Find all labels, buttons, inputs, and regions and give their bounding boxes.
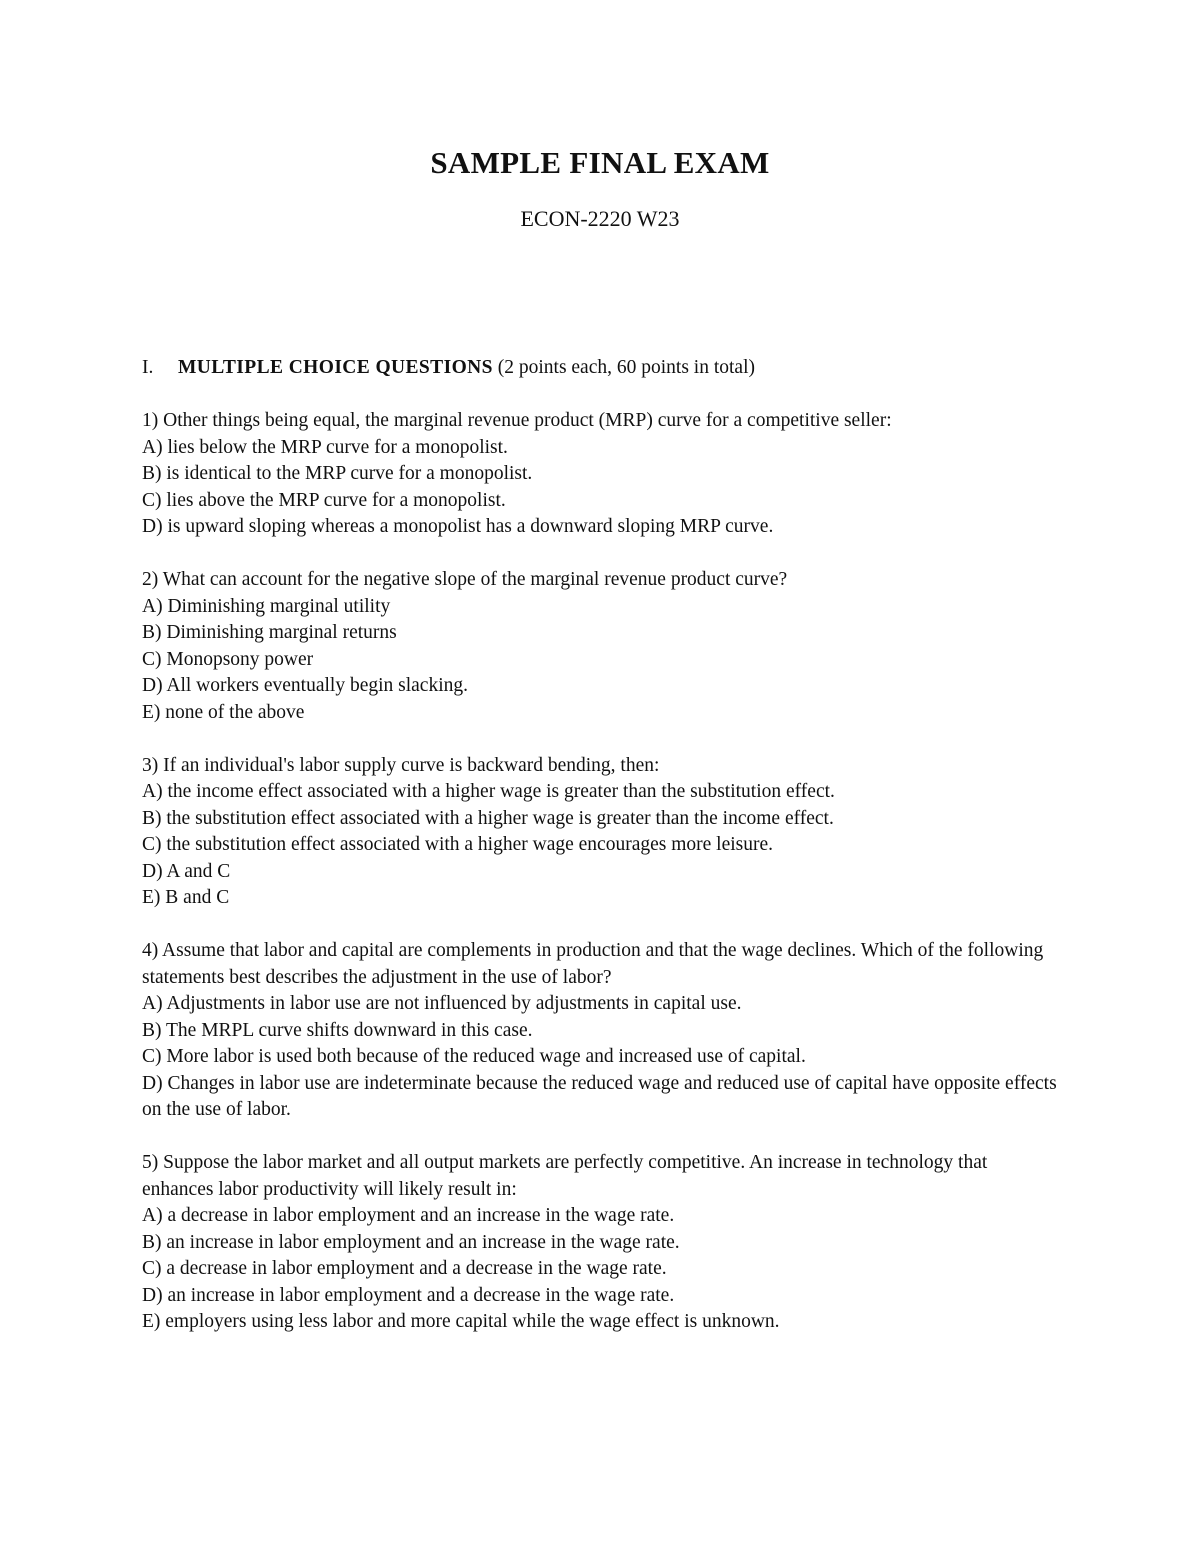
answer-option-b: B) is identical to the MRP curve for a monopolist. (142, 463, 533, 484)
answer-option-b: B) Diminishing marginal returns (142, 622, 397, 643)
answer-option-b: B) the substitution effect associated with a higher wage is greater than the income effect. (142, 807, 834, 829)
answer-option-c: C) More labor is used both because of the reduced wage and increased use of capital. (142, 1046, 806, 1067)
answer-option-d: D) All workers eventually begin slacking. (142, 675, 469, 696)
section-heading (142, 355, 1062, 382)
course-code: ECON-2220 W23 (520, 206, 680, 231)
section-number: I. (142, 357, 154, 378)
answer-option-c: C) a decrease in labor employment and a decrease in the wage rate. (142, 1258, 667, 1279)
answer-option-a: A) Diminishing marginal utility (142, 595, 391, 617)
section-title: MULTIPLE CHOICE QUESTIONS (178, 357, 493, 378)
question-3 (142, 753, 1062, 912)
answer-option-a: A) Adjustments in labor use are not influenced by adjustments in capital use. (142, 993, 742, 1014)
answer-option-b: B) The MRPL curve shifts downward in this case. (142, 1019, 533, 1041)
answer-option-d: D) is upward sloping whereas a monopolist has a downward sloping MRP curve. (142, 516, 774, 537)
section-points-note: (2 points each, 60 points in total) (497, 357, 755, 378)
answer-option-a: A) a decrease in labor employment and an increase in the wage rate. (142, 1205, 675, 1226)
answer-option-c: C) the substitution effect associated with a higher wage encourages more leisure. (142, 834, 774, 855)
exam-body (142, 355, 1062, 1362)
answer-option-d: D) an increase in labor employment and a decrease in the wage rate. (142, 1284, 675, 1306)
question-stem: 3) If an individual's labor supply curve is backward bending, then: (142, 754, 660, 776)
question-stem: 2) What can account for the negative slope of the marginal revenue product curve? (142, 569, 788, 590)
answer-option-c: C) Monopsony power (142, 648, 314, 670)
answer-option-a: A) the income effect associated with a higher wage is greater than the substitution effect. (142, 781, 835, 802)
question-1 (142, 408, 1062, 541)
answer-option-d: D) A and C (142, 860, 231, 882)
answer-option-e: E) none of the above (142, 701, 305, 723)
answer-option-d: D) Changes in labor use are indeterminate because the reduced wage and reduced use of capital have opposite effects on the use of labor. (142, 1072, 1057, 1120)
answer-option-a: A) lies below the MRP curve for a monopolist. (142, 436, 508, 458)
question-4 (142, 938, 1062, 1124)
answer-option-e: E) B and C (142, 887, 230, 908)
question-stem: 1) Other things being equal, the marginal revenue product (MRP) curve for a competitive seller: (142, 410, 892, 431)
exam-title: SAMPLE FINAL EXAM (430, 145, 770, 180)
question-2 (142, 567, 1062, 726)
question-5 (142, 1150, 1062, 1336)
answer-option-c: C) lies above the MRP curve for a monopolist. (142, 489, 506, 511)
answer-option-b: B) an increase in labor employment and an increase in the wage rate. (142, 1231, 680, 1253)
question-stem: 4) Assume that labor and capital are complements in production and that the wage declines. Which of the following statements best describes the adjustment in the use of labor? (142, 940, 1044, 988)
question-stem: 5) Suppose the labor market and all output markets are perfectly competitive. An increase in technology that enhances labor productivity will likely result in: (142, 1152, 988, 1200)
answer-option-e: E) employers using less labor and more capital while the wage effect is unknown. (142, 1311, 780, 1332)
